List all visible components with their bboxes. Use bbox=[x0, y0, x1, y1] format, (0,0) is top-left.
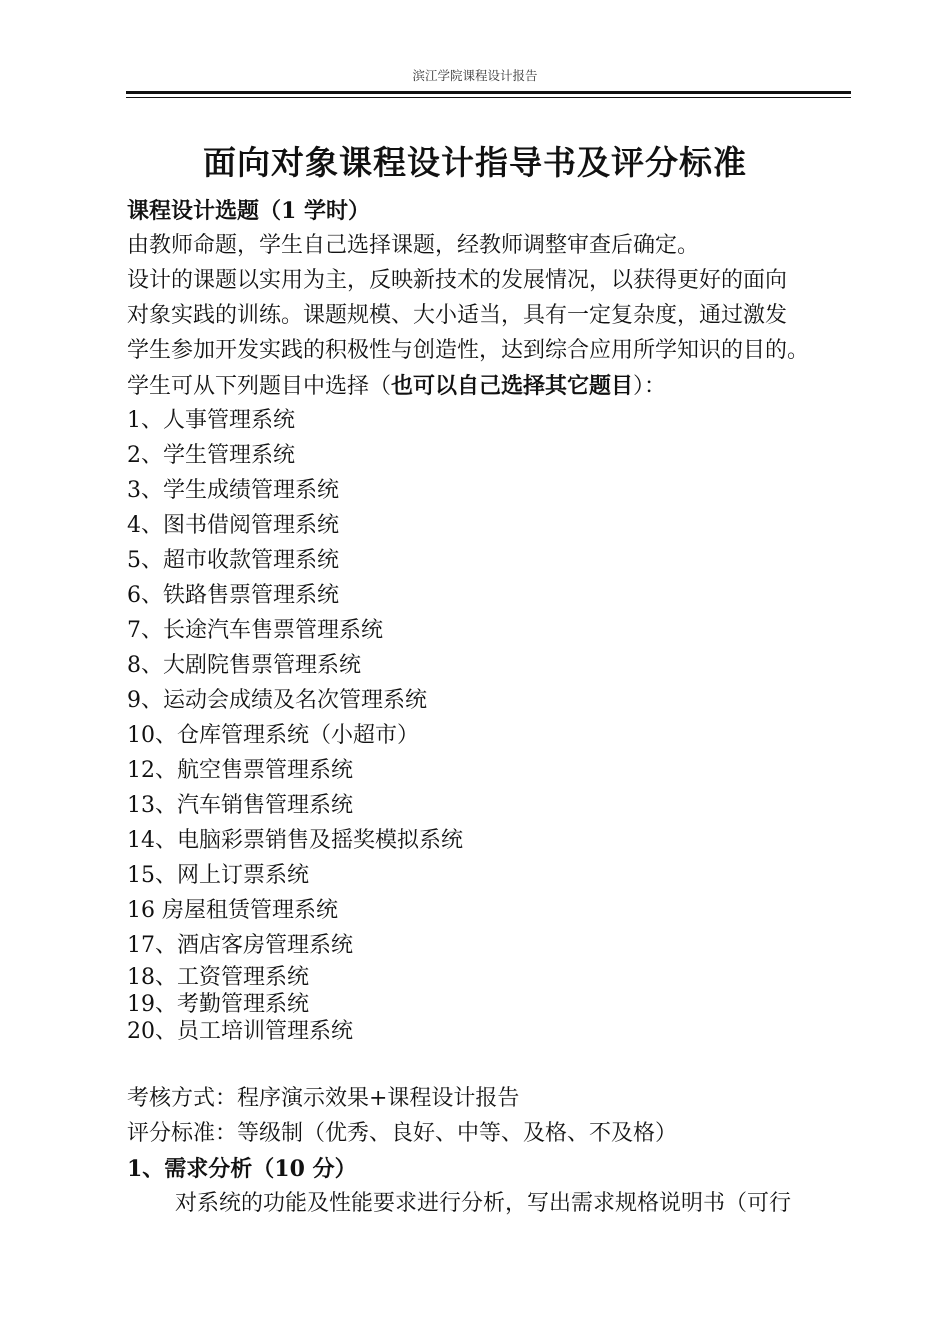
header-rule-thin bbox=[126, 97, 851, 98]
topic-list-item: 19、考勤管理系统 bbox=[127, 992, 309, 1017]
topic-list-item: 5、超市收款管理系统 bbox=[127, 548, 339, 573]
topic-list-item: 16 房屋租赁管理系统 bbox=[127, 898, 338, 923]
topic-list-item: 18、工资管理系统 bbox=[127, 965, 309, 990]
paragraph-line: 设计的课题以实用为主，反映新技术的发展情况，以获得更好的面向 bbox=[127, 268, 788, 293]
grading-standard: 评分标准：等级制（优秀、良好、中等、及格、不及格） bbox=[127, 1121, 678, 1146]
topic-list-item: 17、酒店客房管理系统 bbox=[127, 933, 353, 958]
paragraph-line: 学生参加开发实践的积极性与创造性，达到综合应用所学知识的目的。 bbox=[127, 338, 810, 363]
topic-list-item: 3、学生成绩管理系统 bbox=[127, 478, 339, 503]
topic-list-item: 20、员工培训管理系统 bbox=[127, 1019, 353, 1044]
topic-list-item: 4、图书借阅管理系统 bbox=[127, 513, 339, 538]
header-rule-thick bbox=[126, 91, 851, 94]
section-heading-requirements: 1、需求分析（10 分） bbox=[127, 1156, 357, 1182]
section-heading-topic-selection: 课程设计选题（1 学时） bbox=[127, 198, 370, 224]
topic-list-item: 6、铁路售票管理系统 bbox=[127, 583, 339, 608]
running-header: 滨江学院课程设计报告 bbox=[412, 68, 538, 83]
topic-list-item: 12、航空售票管理系统 bbox=[127, 758, 353, 783]
topic-list-item: 15、网上订票系统 bbox=[127, 863, 309, 888]
topic-list-item: 9、运动会成绩及名次管理系统 bbox=[127, 688, 427, 713]
document-title: 面向对象课程设计指导书及评分标准 bbox=[203, 143, 747, 182]
topic-list-item: 7、长途汽车售票管理系统 bbox=[127, 618, 383, 643]
topic-list-item: 1、人事管理系统 bbox=[127, 408, 295, 433]
topic-list-item: 10、仓库管理系统（小超市） bbox=[127, 723, 419, 748]
topic-list-item: 14、电脑彩票销售及摇奖模拟系统 bbox=[127, 828, 463, 853]
choose-instruction bbox=[127, 371, 666, 402]
paragraph-requirements: 对系统的功能及性能要求进行分析，写出需求规格说明书（可行 bbox=[175, 1191, 792, 1216]
topic-list-item: 2、学生管理系统 bbox=[127, 443, 295, 468]
choose-prefix: 学生可从下列题目中选择（ bbox=[127, 374, 392, 399]
choose-suffix: ）： bbox=[633, 374, 667, 399]
topic-list-item: 13、汽车销售管理系统 bbox=[127, 793, 353, 818]
choose-bold-note: 也可以自己选择其它题目 bbox=[391, 373, 634, 399]
paragraph-topic-assignment: 由教师命题，学生自己选择课题，经教师调整审查后确定。 bbox=[127, 233, 700, 258]
assessment-method: 考核方式：程序演示效果+课程设计报告 bbox=[127, 1086, 520, 1111]
topic-list-item: 8、大剧院售票管理系统 bbox=[127, 653, 361, 678]
paragraph-line: 对象实践的训练。课题规模、大小适当，具有一定复杂度，通过激发 bbox=[127, 303, 788, 328]
